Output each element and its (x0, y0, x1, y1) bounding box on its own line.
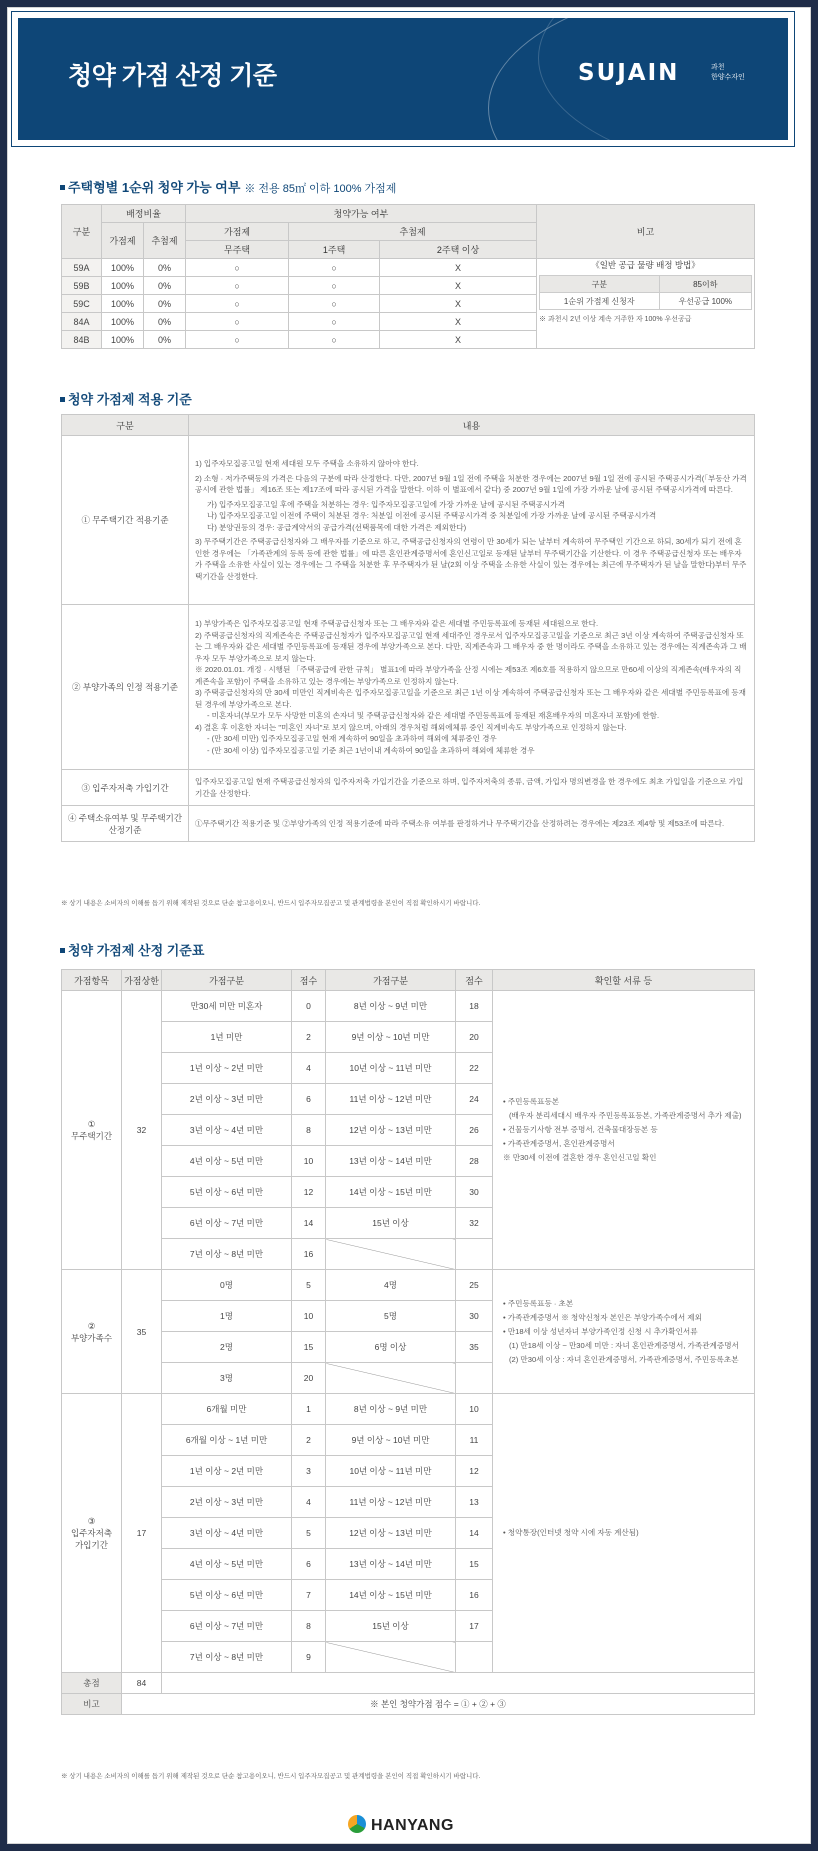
empty-cell (326, 1642, 456, 1673)
table-row: 59B 100% 0% ○ ○ X (62, 277, 755, 295)
table-row: 2년 이상 ~ 3년 미만 6 11년 이상 ~ 12년 미만 24 (62, 1084, 755, 1115)
table-row: 7년 이상 ~ 8년 미만 9 (62, 1642, 755, 1673)
header-banner (12, 12, 794, 146)
table-row: 4년 이상 ~ 5년 미만 10 13년 이상 ~ 14년 미만 28 (62, 1146, 755, 1177)
table-row: 5년 이상 ~ 6년 미만 7 14년 이상 ~ 15년 미만 16 (62, 1580, 755, 1611)
table-row: ③ 입주자저축 가입기간 17 6개월 미만 1 8년 이상 ~ 9년 미만 10 • 청약통장(인터넷 청약 시에 자동 계산됨) (62, 1394, 755, 1425)
total-row: 총점 84 (62, 1673, 755, 1694)
table-row: 1년 이상 ~ 2년 미만 3 10년 이상 ~ 11년 미만 12 (62, 1456, 755, 1487)
footer-logo: HANYANG (348, 1815, 454, 1835)
table-row: ③ 입주자저축 가입기간 입주자모집공고일 현재 주택공급신청자의 입주자저축 가입기간을 기준으로 하며, 입주자저축의 종류, 금액, 가입자 명의변경을 한 경우에도 최초 가입일을 기준으로 가입기간을 산정한다. (62, 770, 755, 806)
score-table: 가점항목 가점상한 가점구분 점수 가점구분 점수 확인할 서류 등 ① 무주택기간 32 만30세 미만 미혼자 0 8년 이상 ~ 9년 미만 18 • 주민등록표등본 (배우자 분리세대시 배우자 주민등록표등본, 가족관계증명서 추가 제출) • 건물등기사항 전부 증명서, 건축물대장등본 등 • 가족관계증명서, 혼인관계증명서 ※ 만30세 이전에 결혼한 경우 혼인신고일 확인 1년 미만 2 9년 이상 ~ 10년 미만 20 1년 이상 ~ 2년 미만 4 10년 이상 ~ 11년 미만 22 2년 이상 ~ 3년 미만 6 11년 이상 ~ 12년 미만 24 3년 이상 ~ 4년 미만 8 12년 이상 ~ 13년 미만 26 4년 이상 ~ 5년 미만 10 13년 이상 ~ 14년 미만 28 5년 이상 ~ 6년 미만 12 14년 이상 ~ 15년 미만 30 6년 이상 ~ 7년 미만 14 15년 이상 32 7년 이상 ~ 8년 미만 16 ② 부양가족수 35 0명 5 4명 25 • 주민등록표등 · 초본 • 가족관계증명서 ※ 청약신청자 본인은 부양가족수에서 제외 • 만18세 이상 성년자녀 부양가족인정 신청 시 추가확인서류 (1) 만18세 이상 ~ 만30세 미만 : 자녀 혼인관계증명서, 가족관계증명서 (2) 만30세 이상 : 자녀 혼인관계증명서, 가족관계증명서, 주민등록초본 1명 10 5명 30 2명 15 6명 이상 35 3명 20 ③ 입주자저축 가입기간 17 6개월 미만 1 8년 이상 ~ 9년 미만 10 • 청약통장(인터넷 청약 시에 자동 계산됨) 6개월 이상 ~ 1년 미만 2 9년 이상 ~ 10년 미만 11 1년 이상 ~ 2년 미만 3 10년 이상 ~ 11년 미만 12 2년 이상 ~ 3년 미만 4 11년 이상 ~ 12년 미만 13 3년 이상 ~ 4년 미만 5 12년 이상 ~ 13년 미만 14 4년 이상 ~ 5년 미만 6 13년 이상 ~ 14년 미만 15 5년 이상 ~ 6년 미만 7 14년 이상 ~ 15년 미만 16 6년 이상 ~ 7년 미만 8 15년 이상 17 7년 이상 ~ 8년 미만 9 총점 84 비고 ※ 본인 청약가점 점수 = ① + ② + ③ (61, 969, 755, 1715)
empty-cell (326, 1363, 456, 1394)
availability-table: 구분 배정비율 청약가능 여부 비고 가점제 추첨제 가점제 추첨제 무주택 1주택 2주택 이상 59A 100% 0% ○ ○ X 《일반 공급 물량 배정 방법》 구분 85이하 1순위 가점제 신청자 우선공급 100% ※ 과천시 2년 이상 계속 거주한 자 100% 우선공급 59B 100% 0% ○ ○ X 59C 100% 0% ○ ○ X 84A 100% 0% ○ ○ X 84B 100% 0% ○ ○ X (61, 204, 755, 349)
criteria-table: 구분 내용 ① 무주택기간 적용기준 1) 입주자모집공고일 현재 세대원 모두 주택을 소유하지 않아야 한다. 2) 소형 · 저가주택등의 가격은 다음의 구분에 따라 산정한다. 다만, 2007년 9월 1일 전에 주택을 처분한 경우에는 2007년 9월 1일 전에 공시된 주택공시가격(「부동산 가격공시에 관한 법률」 제16조 또는 제17조에 따라 공시된 가격을 말한다. 이하 이 별표에서 같다) 중 2007년 9월 1일에 가장 가까운 날에 공시된 주택공시가격에 따른다. 가) 입주자모집공고일 후에 주택을 처분하는 경우: 입주자모집공고일에 가장 가까운 날에 공시된 주택공시가격 나) 입주자모집공고일 이전에 주택이 처분된 경우: 처분일 이전에 공시된 주택공시가격 중 처분일에 가장 가까운 날에 공시된 주택공시가격 다) 분양권등의 경우: 공급계약서의 공급가격(선택품목에 대한 가격은 제외한다) 3) 무주택기간은 주택공급신청자와 그 배우자를 기준으로 하고, 주택공급신청자의 연령이 만 30세가 되는 날부터 계속하여 무주택인 기간으로 하되, 30세가 되기 전에 혼인한 경우에는 「가족관계의 등록 등에 관한 법률」에 따른 혼인관계증명서에 혼인신고일로 등재된 날부터 무주택기간을 기산한다. 이 경우 주택공급신청자 또는 배우자가 주택을 소유한 사실이 있는 경우에는 그 주택을 처분한 후 무주택자가 된 날(2회 이상 주택을 소유한 사실이 있는 경우에는 최근에 무주택자가 된 날을 말한다)부터 무주택기간을 산정한다. ② 부양가족의 인정 적용기준 1) 부양가족은 입주자모집공고일 현재 주택공급신청자 또는 그 배우자와 같은 세대별 주민등록표에 등재된 세대원으로 한다. 2) 주택공급신청자의 직계존속은 주택공급신청자가 입주자모집공고일 현재 세대주인 경우로서 입주자모집공고일을 기준으로 최근 3년 이상 계속하여 주택공급신청자 또는 그 배우자와 같은 세대별 주민등록표에 등재된 경우에 부양가족으로 본다. 다만, 직계존속과 그 배우자 중 한 명이라도 주택을 소유하고 있는 경우에는 직계존속과 그 배우자 모두 부양가족으로 보지 않는다. ※ 2020.01.01. 개정 · 시행된 「주택공급에 관한 규칙」 별표1에 따라 부양가족을 산정 시에는 제53조 제6호를 적용하지 않으므로 만60세 이상의 직계존속(배우자의 직계존속을 포함)이 주택을 소유하고 있는 경우에는 부양가족으로 인정하지 않는다. 3) 주택공급신청자의 만 30세 미만인 직계비속은 입주자모집공고일을 기준으로 최근 1년 이상 계속하여 주택공급신청자 또는 그 배우자와 같은 세대별 주민등록표에 등재된 경우에 부양가족으로 본다. - 미혼자녀(부모가 모두 사망한 미혼의 손자녀 및 주택공급신청자와 같은 세대별 주민등록표에 등재된 재혼배우자의 미혼자녀 포함)에 한함. 4) 결혼 후 이혼한 자녀는 "미혼인 자녀"로 보지 않으며, 아래의 경우처럼 해외에체류 중인 직계비속도 부양가족으로 인정하지 않는다. - (만 30세 미만) 입주자모집공고일 현재 계속하여 90일을 초과하여 해외에 체류중인 경우 - (만 30세 이상) 입주자모집공고일 기준 최근 1년이내 계속하여 90일을 초과하여 해외에 체류한 경우 ③ 입주자저축 가입기간 입주자모집공고일 현재 주택공급신청자의 입주자저축 가입기간을 기준으로 하며, 입주자저축의 종류, 금액, 가입자 명의변경을 한 경우에도 최초 가입일을 기준으로 가입기간을 산정한다. ④ 주택소유여부 및 무주택기간 산정기준 ①무주택기간 적용기준 및 ②부양가족의 인정 적용기준에 따라 주택소유 여부를 판정하거나 무주택기간을 산정하려는 경우에는 제23조 제4항 및 제53조에 따른다. (61, 414, 755, 842)
empty-cell (326, 1239, 456, 1270)
table-row: ① 무주택기간 적용기준 1) 입주자모집공고일 현재 세대원 모두 주택을 소유하지 않아야 한다. 2) 소형 · 저가주택등의 가격은 다음의 구분에 따라 산정한다. 다만, 2007년 9월 1일 전에 주택을 처분한 경우에는 2007년 9월 1일 전에 공시된 주택공시가격(「부동산 가격공시에 관한 법률」 제16조 또는 제17조에 따라 공시된 가격을 말한다. 이하 이 별표에서 같다) 중 2007년 9월 1일에 가장 가까운 날에 공시된 주택공시가격에 따른다. 가) 입주자모집공고일 후에 주택을 처분하는 경우: 입주자모집공고일에 가장 가까운 날에 공시된 주택공시가격 나) 입주자모집공고일 이전에 주택이 처분된 경우: 처분일 이전에 공시된 주택공시가격 중 처분일에 가장 가까운 날에 공시된 주택공시가격 다) 분양권등의 경우: 공급계약서의 공급가격(선택품목에 대한 가격은 제외한다) 3) 무주택기간은 주택공급신청자와 그 배우자를 기준으로 하고, 주택공급신청자의 연령이 만 30세가 되는 날부터 계속하여 무주택인 기간으로 하되, 30세가 되기 전에 혼인한 경우에는 「가족관계의 등록 등에 관한 법률」에 따른 혼인관계증명서에 혼인신고일로 등재된 날부터 무주택기간을 기산한다. 이 경우 주택공급신청자 또는 배우자가 주택을 소유한 사실이 있는 경우에는 그 주택을 처분한 후 무주택자가 된 날(2회 이상 주택을 소유한 사실이 있는 경우에는 최근에 무주택자가 된 날을 말한다)부터 무주택기간을 산정한다. (62, 436, 755, 605)
table-row: 7년 이상 ~ 8년 미만 16 (62, 1239, 755, 1270)
table-row: ④ 주택소유여부 및 무주택기간 산정기준 ①무주택기간 적용기준 및 ②부양가족의 인정 적용기준에 따라 주택소유 여부를 판정하거나 무주택기간을 산정하려는 경우에는 제23조 제4항 및 제53조에 따른다. (62, 806, 755, 842)
table-row: 2년 이상 ~ 3년 미만 4 11년 이상 ~ 12년 미만 13 (62, 1487, 755, 1518)
table-row: 5년 이상 ~ 6년 미만 12 14년 이상 ~ 15년 미만 30 (62, 1177, 755, 1208)
table-row: 84A 100% 0% ○ ○ X (62, 313, 755, 331)
table-row: 3년 이상 ~ 4년 미만 5 12년 이상 ~ 13년 미만 14 (62, 1518, 755, 1549)
table-row: 6년 이상 ~ 7년 미만 8 15년 이상 17 (62, 1611, 755, 1642)
table-row: 4년 이상 ~ 5년 미만 6 13년 이상 ~ 14년 미만 15 (62, 1549, 755, 1580)
brand-subtitle: 과천 한양수자인 (711, 64, 745, 81)
footnote: ※ 상기 내용은 소비자의 이해를 돕기 위해 제작된 것으로 단순 참고용이오니, 반드시 입주자모집공고 및 관계법령을 본인이 직접 확인하시기 바랍니다. (61, 900, 481, 907)
table-row: 6개월 이상 ~ 1년 미만 2 9년 이상 ~ 10년 미만 11 (62, 1425, 755, 1456)
hanyang-logo-icon (348, 1815, 366, 1833)
note-row: 비고 ※ 본인 청약가점 점수 = ① + ② + ③ (62, 1694, 755, 1715)
footnote: ※ 상기 내용은 소비자의 이해를 돕기 위해 제작된 것으로 단순 참고용이오니, 반드시 입주자모집공고 및 관계법령을 본인이 직접 확인하시기 바랍니다. (61, 1773, 481, 1780)
table-row: 59C 100% 0% ○ ○ X (62, 295, 755, 313)
table-row: ① 무주택기간 32 만30세 미만 미혼자 0 8년 이상 ~ 9년 미만 18 • 주민등록표등본 (배우자 분리세대시 배우자 주민등록표등본, 가족관계증명서 추가 제출) • 건물등기사항 전부 증명서, 건축물대장등본 등 • 가족관계증명서, 혼인관계증명서 ※ 만30세 이전에 결혼한 경우 혼인신고일 확인 (62, 991, 755, 1022)
table-row: 3년 이상 ~ 4년 미만 8 12년 이상 ~ 13년 미만 26 (62, 1115, 755, 1146)
table-row: 2명 15 6명 이상 35 (62, 1332, 755, 1363)
section-title: 청약 가점제 적용 기준 (60, 389, 192, 408)
table-row: ② 부양가족의 인정 적용기준 1) 부양가족은 입주자모집공고일 현재 주택공급신청자 또는 그 배우자와 같은 세대별 주민등록표에 등재된 세대원으로 한다. 2) 주택공급신청자의 직계존속은 주택공급신청자가 입주자모집공고일 현재 세대주인 경우로서 입주자모집공고일을 기준으로 최근 3년 이상 계속하여 주택공급신청자 또는 그 배우자와 같은 세대별 주민등록표에 등재된 경우에 부양가족으로 본다. 다만, 직계존속과 그 배우자 중 한 명이라도 주택을 소유하고 있는 경우에는 직계존속과 그 배우자 모두 부양가족으로 보지 않는다. ※ 2020.01.01. 개정 · 시행된 「주택공급에 관한 규칙」 별표1에 따라 부양가족을 산정 시에는 제53조 제6호를 적용하지 않으므로 만60세 이상의 직계존속(배우자의 직계존속을 포함)이 주택을 소유하고 있는 경우에는 부양가족으로 인정하지 않는다. 3) 주택공급신청자의 만 30세 미만인 직계비속은 입주자모집공고일을 기준으로 최근 1년 이상 계속하여 주택공급신청자 또는 그 배우자와 같은 세대별 주민등록표에 등재된 경우에 부양가족으로 본다. - 미혼자녀(부모가 모두 사망한 미혼의 손자녀 및 주택공급신청자와 같은 세대별 주민등록표에 등재된 재혼배우자의 미혼자녀 포함)에 한함. 4) 결혼 후 이혼한 자녀는 "미혼인 자녀"로 보지 않으며, 아래의 경우처럼 해외에체류 중인 직계비속도 부양가족으로 인정하지 않는다. - (만 30세 미만) 입주자모집공고일 현재 계속하여 90일을 초과하여 해외에 체류중인 경우 - (만 30세 이상) 입주자모집공고일 기준 최근 1년이내 계속하여 90일을 초과하여 해외에 체류한 경우 (62, 605, 755, 770)
table-row: ② 부양가족수 35 0명 5 4명 25 • 주민등록표등 · 초본 • 가족관계증명서 ※ 청약신청자 본인은 부양가족수에서 제외 • 만18세 이상 성년자녀 부양가족인정 신청 시 추가확인서류 (1) 만18세 이상 ~ 만30세 미만 : 자녀 혼인관계증명서, 가족관계증명서 (2) 만30세 이상 : 자녀 혼인관계증명서, 가족관계증명서, 주민등록초본 (62, 1270, 755, 1301)
table-row: 84B 100% 0% ○ ○ X (62, 331, 755, 349)
brand-logo: SUJAIN (578, 60, 680, 86)
table-row: 59A 100% 0% ○ ○ X 《일반 공급 물량 배정 방법》 구분 85이하 1순위 가점제 신청자 우선공급 100% ※ 과천시 2년 이상 계속 거주한 자 100% 우선공급 (62, 259, 755, 277)
table-row: 6년 이상 ~ 7년 미만 14 15년 이상 32 (62, 1208, 755, 1239)
table-row: 1명 10 5명 30 (62, 1301, 755, 1332)
table-row: 3명 20 (62, 1363, 755, 1394)
table-row: 1년 미만 2 9년 이상 ~ 10년 미만 20 (62, 1022, 755, 1053)
supply-method-box: 《일반 공급 물량 배정 방법》 구분 85이하 1순위 가점제 신청자 우선공급 100% ※ 과천시 2년 이상 계속 거주한 자 100% 우선공급 (537, 259, 755, 349)
page-title: 청약 가점 산정 기준 (68, 62, 277, 90)
table-row: 1년 이상 ~ 2년 미만 4 10년 이상 ~ 11년 미만 22 (62, 1053, 755, 1084)
section-title: 청약 가점제 산정 기준표 (60, 940, 204, 959)
section-title: 주택형별 1순위 청약 가능 여부 ※ 전용 85㎡ 이하 100% 가점제 (60, 177, 396, 196)
